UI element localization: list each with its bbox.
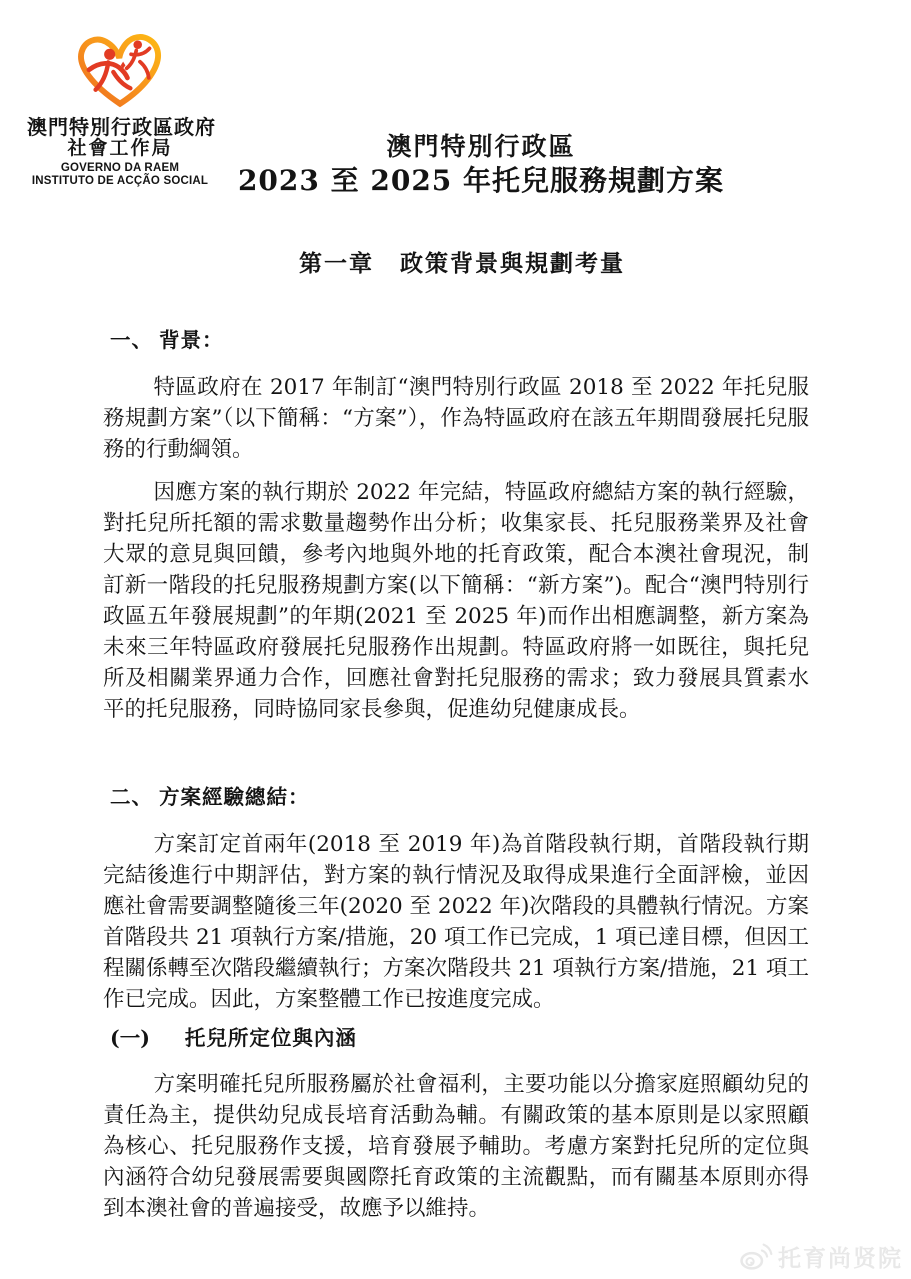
document-body [103,325,809,1236]
section-2-paragraph-1: 方案訂定首兩年(2018 至 2019 年)為首階段執行期，首階段執行期完結後進行中期評估，對方案的執行情況及取得成果進行全面評檢，並因應社會需要調整隨後三年(2020 至 2022 年)次階段的具體執行情況。方案首階段共 21 項執行方案/措施，20 項工作已完成，1 項已達目標，但因工程關係轉至次階段繼續執行；方案次階段共 21 項執行方案/措施，21 項工作已完成。因此，方案整體工作已按進度完成。 [103,832,809,1012]
section-1-paragraph-1: 特區政府在 2017 年制訂“澳門特別行政區 2018 至 2022 年托兒服務規劃方案”（以下簡稱：“方案”），作為特區政府在該五年期間發展托兒服務的行動綱領。 [103,375,809,462]
title-line-plan: 2023 至 2025 年托兒服務規劃方案 [237,164,725,197]
chapter-title: 政策背景與規劃考量 [400,250,625,277]
document-title [52,131,910,199]
watermark-text: 托育尚贤院 [778,1245,903,1271]
ias-heart-logo-icon [72,30,168,114]
section-2-marker: 二、 [110,785,153,809]
subsection-1-marker: (一) [110,1026,150,1050]
subsection-1-title: 托兒所定位與內涵 [184,1026,357,1050]
subsection-1-heading [110,1023,809,1054]
section-1-heading [110,325,809,356]
section-2-heading [110,782,809,813]
org-name-pt-government: GOVERNO DA RAEM [60,162,180,174]
watermark [739,1240,903,1273]
weibo-icon [739,1242,773,1271]
chapter-number: 第一章 [299,250,374,277]
section-1-title: 背景： [159,328,224,352]
org-name-pt-institute: INSTITUTO DE ACÇÃO SOCIAL [31,175,209,187]
org-name-cn-government: 澳門特別行政區政府 [27,117,216,139]
section-1-marker: 一、 [110,328,153,352]
org-name-cn-bureau: 社會工作局 [67,138,173,159]
section-2-title: 方案經驗總結： [159,785,310,809]
chapter-heading [12,247,911,281]
subsection-1-paragraph-1: 方案明確托兒所服務屬於社會福利，主要功能以分擔家庭照顧幼兒的責任為主，提供幼兒成長培育活動為輔。有關政策的基本原則是以家照顧為核心、托兒服務作支援，培育發展予輔助。考慮方案對托兒所的定位與內涵符合幼兒發展需要與國際托育政策的主流觀點，而有關基本原則亦得到本澳社會的普遍接受，故應予以維持。 [103,1072,809,1221]
section-1-paragraph-2: 因應方案的執行期於 2022 年完結，特區政府總結方案的執行經驗，對托兒所托額的需求數量趨勢作出分析；收集家長、托兒服務業界及社會大眾的意見與回饋，參考內地與外地的托育政策，配合本澳社會現況，制訂新一階段的托兒服務規劃方案(以下簡稱：“新方案”)。配合“澳門特別行政區五年發展規劃”的年期(2021 至 2025 年)而作出相應調整，新方案為未來三年特區政府發展托兒服務作出規劃。特區政府將一如既往，與托兒所及相關業界通力合作，回應社會對托兒服務的需求；致力發展具質素水平的托兒服務，同時協同家長參與，促進幼兒健康成長。 [103,480,809,722]
title-line-region: 澳門特別行政區 [386,132,576,161]
